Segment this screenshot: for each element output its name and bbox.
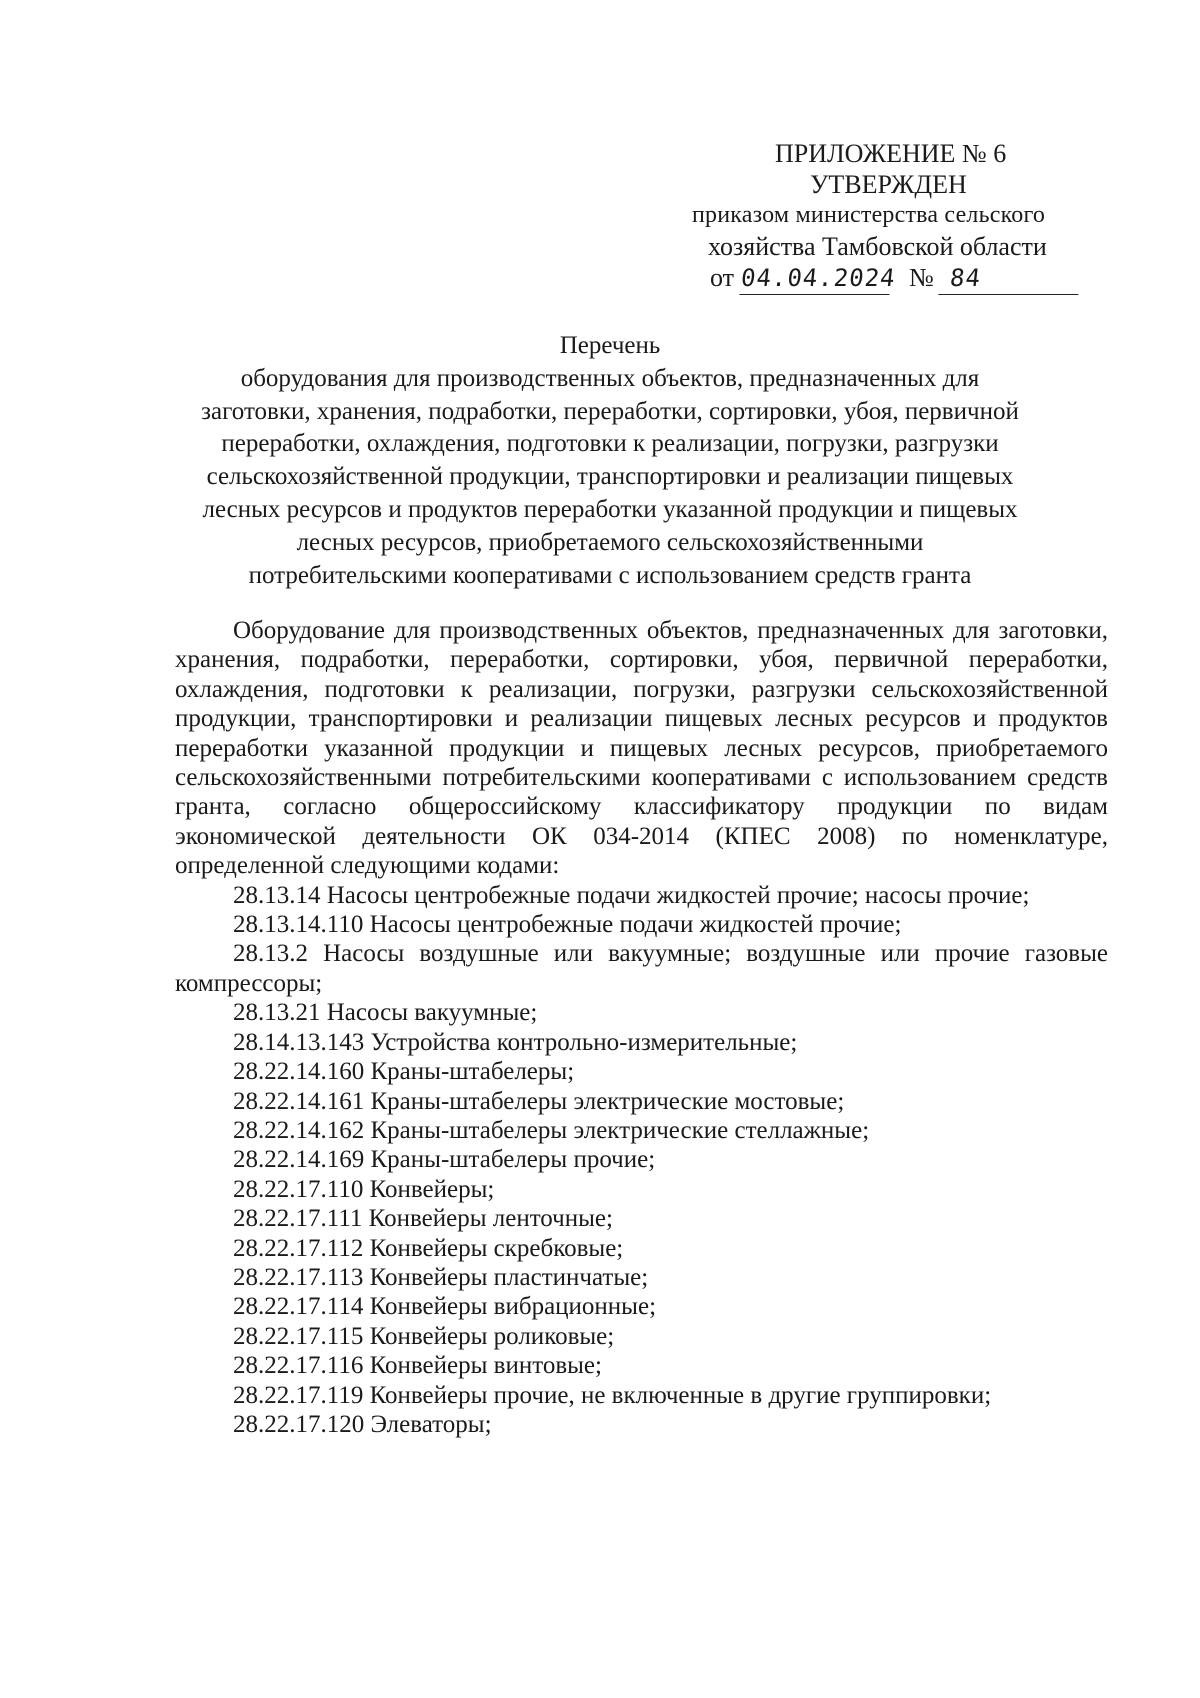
item-code: 28.22.17.113: [233, 1263, 364, 1291]
title-line: заготовки, хранения, подработки, переработки, сортировки, убоя, первичной: [201, 397, 1019, 425]
list-item: [175, 1410, 1108, 1439]
list-item: [175, 1263, 1108, 1292]
list-item: [175, 1145, 1108, 1174]
list-item: [175, 910, 1108, 939]
list-item: [175, 939, 1108, 998]
item-text: Конвейеры роликовые;: [369, 1322, 615, 1350]
item-code: 28.22.14.169: [233, 1146, 365, 1174]
item-code: 28.13.2: [233, 940, 308, 968]
intro-paragraph: Оборудование для производственных объектов, предназначенных для заготовки, хранения, подработки, переработки, сортировки, убоя, первичной переработки, охлаждения, подготовки к реализации, погрузки, разгрузки сельскохозяйственной продукции, транспортировки и реализации пищевых лесных ресурсов и продуктов переработки указанной продукции и пищевых лесных ресурсов, приобретаемого сельскохозяйственными потребительскими кооперативами с использованием средств гранта, согласно общероссийскому классификатору продукции по видам экономической деятельности ОК 034-2014 (КПЕС 2008) по номенклатуре, определенной следующими кодами:: [175, 617, 1108, 880]
item-text: Насосы центробежные подачи жидкостей прочие;: [369, 911, 902, 939]
list-item: [175, 1057, 1108, 1086]
item-text: Конвейеры скребковые;: [369, 1234, 624, 1262]
item-code: 28.14.13.143: [233, 1028, 365, 1056]
code-list: [175, 881, 1108, 1440]
list-item: [175, 1322, 1108, 1351]
item-code: 28.22.17.111: [233, 1205, 363, 1233]
item-text: Насосы центробежные подачи жидкостей прочие; насосы прочие;: [326, 881, 1030, 909]
handwritten-number: 84: [939, 263, 1082, 295]
item-text: Конвейеры винтовые;: [369, 1352, 602, 1380]
item-text: Краны-штабелеры;: [370, 1058, 575, 1086]
item-text: Конвейеры прочие, не включенные в другие группировки;: [369, 1381, 992, 1409]
item-code: 28.22.17.120: [233, 1410, 365, 1438]
item-text: Конвейеры;: [369, 1175, 495, 1203]
title-line: переработки, охлаждения, подготовки к реализации, погрузки, разгрузки: [221, 430, 999, 458]
appendix-label: ПРИЛОЖЕНИЕ № 6: [775, 139, 1007, 168]
title-line: лесных ресурсов, приобретаемого сельскохозяйственными: [296, 528, 924, 556]
document-body: [175, 616, 1108, 1439]
document-title: [175, 330, 1045, 592]
list-item: [175, 1381, 1108, 1410]
item-code: 28.22.17.119: [233, 1381, 364, 1409]
item-code: 28.22.17.110: [233, 1175, 364, 1203]
title-line: сельскохозяйственной продукции, транспортировки и реализации пищевых: [206, 463, 1014, 491]
item-code: 28.22.14.161: [233, 1087, 365, 1115]
item-code: 28.13.14: [233, 881, 321, 909]
item-text: Насосы вакуумные;: [326, 999, 538, 1027]
title-line: оборудования для производственных объектов, предназначенных для: [240, 364, 980, 392]
list-item: [175, 1351, 1108, 1380]
list-item: [175, 1087, 1108, 1116]
list-item: [175, 1234, 1108, 1263]
item-text: Конвейеры вибрационные;: [369, 1293, 657, 1321]
list-item: [175, 1175, 1108, 1204]
list-item: [175, 881, 1108, 910]
item-code: 28.13.14.110: [233, 911, 364, 939]
title-heading: Перечень: [559, 332, 661, 359]
approval-order-line2: хозяйства Тамбовской области: [708, 232, 1047, 261]
item-text: Краны-штабелеры электрические мостовые;: [370, 1087, 845, 1115]
item-text: Краны-штабелеры электрические стеллажные;: [370, 1116, 870, 1144]
title-line: потребительскими кооперативами с использованием средств гранта: [248, 561, 972, 589]
item-code: 28.22.17.115: [233, 1322, 364, 1350]
handwritten-date: 04.04.2024: [739, 263, 892, 295]
list-item: [175, 1028, 1108, 1057]
approved-label: УТВЕРЖДЕН: [810, 170, 967, 199]
item-text: Краны-штабелеры прочие;: [370, 1146, 656, 1174]
approval-block: [690, 138, 1110, 295]
item-text: Элеваторы;: [370, 1410, 492, 1438]
list-item: [175, 998, 1108, 1027]
approval-order-line1: приказом министерства сельского: [692, 202, 1046, 228]
date-prefix: от: [710, 263, 735, 292]
item-text: Насосы воздушные или вакуумные; воздушные или прочие газовые компрессоры;: [175, 940, 1108, 997]
item-code: 28.22.14.162: [233, 1116, 365, 1144]
item-code: 28.22.14.160: [233, 1058, 365, 1086]
title-line: лесных ресурсов и продуктов переработки указанной продукции и пищевых: [202, 495, 1018, 523]
list-item: [175, 1292, 1108, 1321]
item-code: 28.22.17.114: [233, 1293, 364, 1321]
item-code: 28.22.17.116: [233, 1352, 364, 1380]
item-text: Конвейеры пластинчатые;: [369, 1263, 649, 1291]
item-code: 28.22.17.112: [233, 1234, 364, 1262]
list-item: [175, 1204, 1108, 1233]
number-prefix: №: [909, 263, 934, 292]
approval-date-number-line: [710, 262, 1110, 295]
list-item: [175, 1116, 1108, 1145]
item-text: Конвейеры ленточные;: [368, 1205, 613, 1233]
item-code: 28.13.21: [233, 999, 321, 1027]
item-text: Устройства контрольно-измерительные;: [370, 1028, 798, 1056]
